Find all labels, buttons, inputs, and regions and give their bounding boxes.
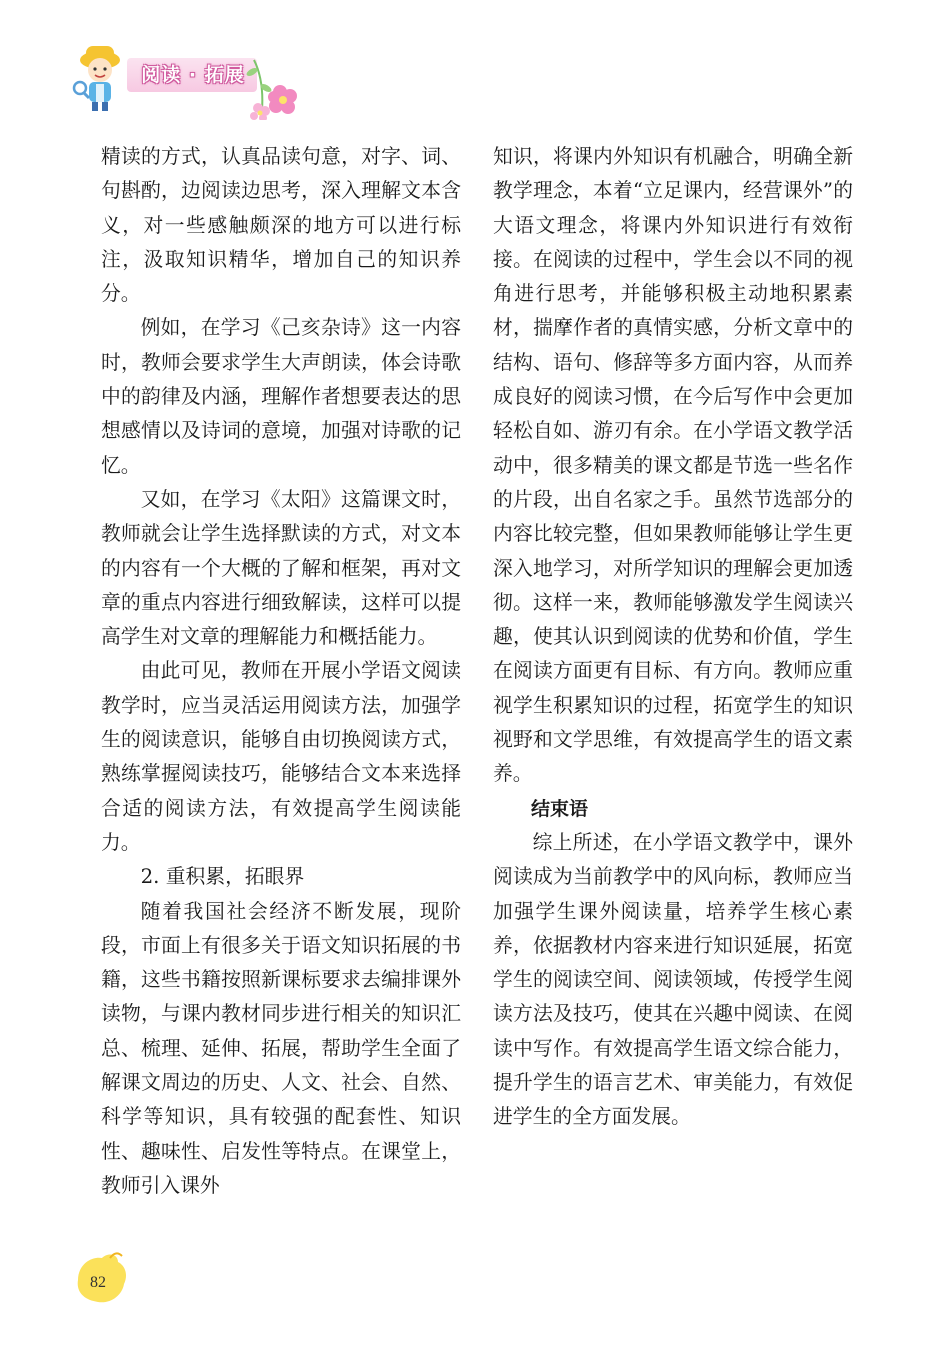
left-column	[101, 140, 461, 1203]
paragraph: 综上所述，在小学语文教学中，课外阅读成为当前教学中的风向标，教师应当加强学生课外阅读量，培养学生核心素养，依据教材内容来进行知识延展，拓宽学生的阅读空间、阅读领域，传授学生阅读方法及技巧，使其在兴趣中阅读、在阅读中写作。有效提高学生语文综合能力，提升学生的语言艺术、审美能力，有效促进学生的全方面发展。	[493, 830, 853, 1129]
paragraph: 随着我国社会经济不断发展，现阶段，市面上有很多关于语文知识拓展的书籍，这些书籍按照新课标要求去编排课外读物，与课内教材同步进行相关的知识汇总、梳理、延伸、拓展，帮助学生全面了解课文周边的历史、人文、社会、自然、科学等知识，具有较强的配套性、知识性、趣味性、启发性等特点。在课堂上，教师引入课外	[101, 899, 461, 1197]
page-number: 82	[90, 1274, 106, 1291]
section-title: 阅读 · 拓展	[141, 64, 245, 86]
mascot-icon	[72, 40, 130, 112]
flower-icon	[244, 50, 304, 120]
paragraph: 例如，在学习《己亥杂诗》这一内容时，教师会要求学生大声朗读，体会诗歌中的韵律及内涵，理解作者想要表达的思想感情以及诗词的意境，加强对诗歌的记忆。	[101, 316, 461, 477]
subheading: 2. 重积累，拓眼界	[140, 865, 305, 889]
paragraph: 知识，将课内外知识有机融合，明确全新教学理念，本着“立足课内，经营课外”的大语文理念，将课内外知识进行有效衔接。在阅读的过程中，学生会以不同的视角进行思考，并能够积极主动地积累素材，揣摩作者的真情实感，分析文章中的结构、语句、修辞等多方面内容，从而养成良好的阅读习惯，在今后写作中会更加轻松自如、游刃有余。在小学语文教学活动中，很多精美的课文都是节选一些名作的片段，出自名家之手。虽然节选部分的内容比较完整，但如果教师能够让学生更深入地学习，对所学知识的理解会更加透彻。这样一来，教师能够激发学生阅读兴趣，使其认识到阅读的优势和价值，学生在阅读方面更有目标、有方向。教师应重视学生积累知识的过程，拓宽学生的知识视野和文学思维，有效提高学生的语文素养。	[493, 145, 853, 786]
section-header	[72, 40, 302, 120]
right-column	[493, 140, 853, 1135]
paragraph: 由此可见，教师在开展小学语文阅读教学时，应当灵活运用阅读方法，加强学生的阅读意识，能够自由切换阅读方式，熟练掌握阅读技巧，能够结合文本来选择合适的阅读方法，有效提高学生阅读能力。	[101, 659, 461, 854]
page-footer	[72, 1250, 142, 1310]
section-heading: 结束语	[531, 797, 589, 820]
paragraph: 又如，在学习《太阳》这篇课文时，教师就会让学生选择默读的方式，对文本的内容有一个大概的了解和框架，再对文章的重点内容进行细致解读，这样可以提高学生对文章的理解能力和概括能力。	[101, 487, 461, 649]
paragraph: 精读的方式，认真品读句意，对字、词、句斟酌，边阅读边思考，深入理解文本含义，对一些感触颇深的地方可以进行标注，汲取知识精华，增加自己的知识养分。	[101, 145, 461, 306]
